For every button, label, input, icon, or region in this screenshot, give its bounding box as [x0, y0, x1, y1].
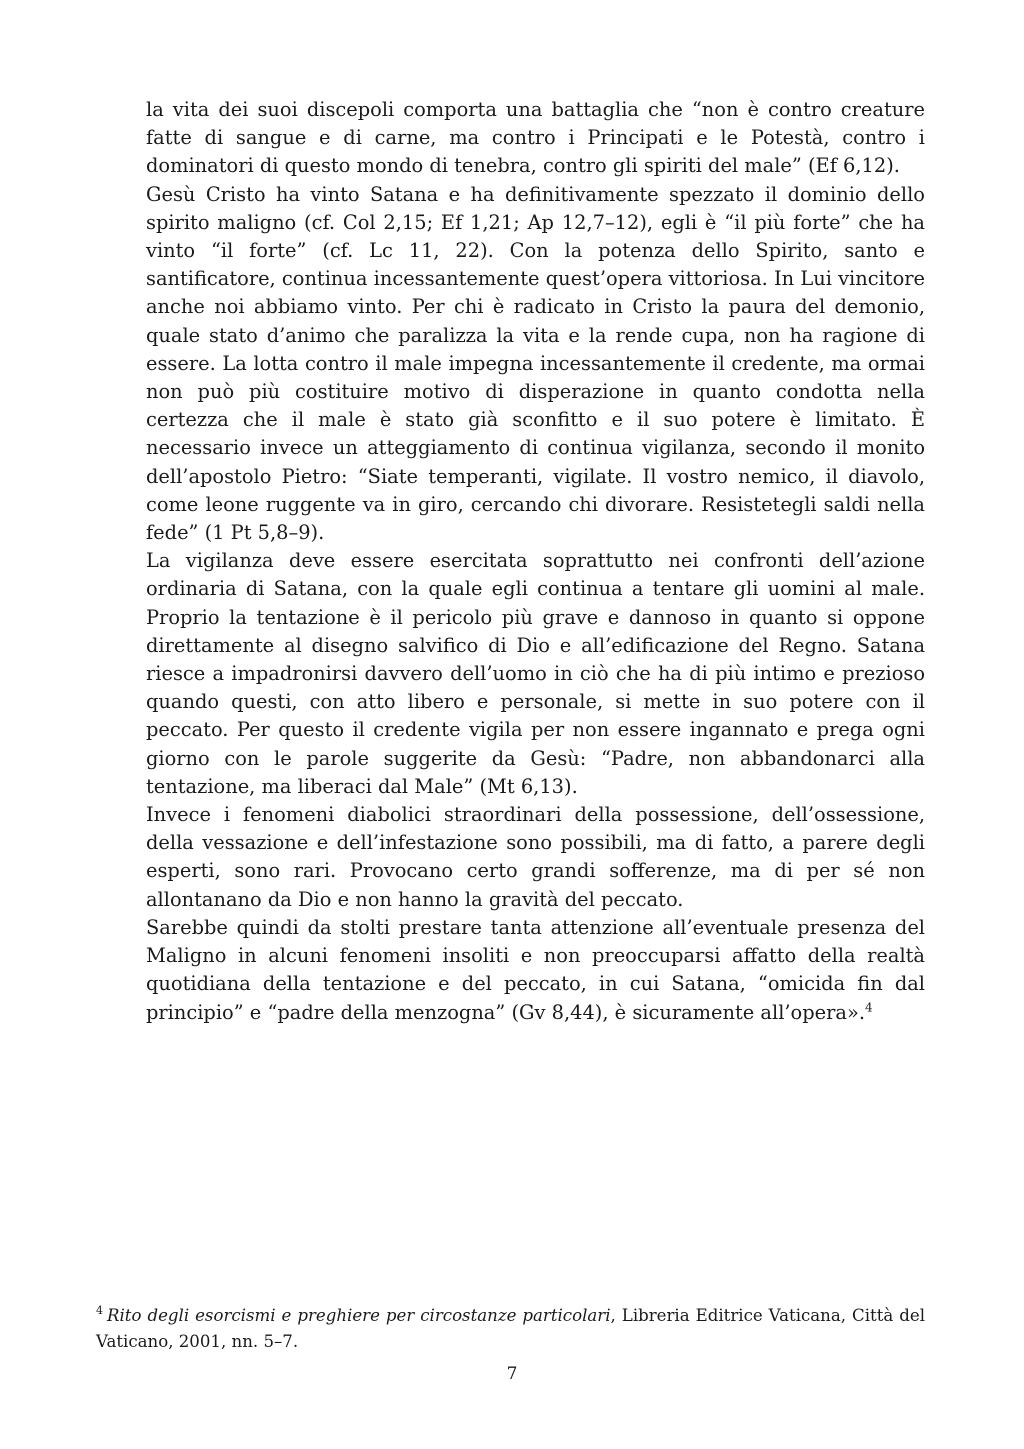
paragraph: Gesù Cristo ha vinto Satana e ha definitivamente spezzato il dominio dello spirito maligno (cf. Col 2,15; Ef 1,21; Ap 12,7–12), egli è “il più forte” che ha vinto “il forte” (cf. Lc 11, 22). Con la potenza dello Spirito, santo e santificatore, continua incessantemente quest’opera vittoriosa. In Lui vincitore anche noi abbiamo vinto. Per chi è radicato in Cristo la paura del demonio, quale stato d’animo che paralizza la vita e la rende cupa, non ha ragione di essere. La lotta contro il male impegna incessantemente il credente, ma ormai non può più costituire motivo di disperazione in quanto condotta nella certezza che il male è stato già sconfitto e il suo potere è limitato. È necessario invece un atteggiamento di continua vigilanza, secondo il monito dell’apostolo Pietro: “Siate temperanti, vigilate. Il vostro nemico, il diavolo, come leone ruggente va in giro, cercando chi divorare. Resistetegli saldi nella fede” (1 Pt 5,8–9). — [146, 182, 925, 545]
footnote-title: Rito degli esorcismi e preghiere per circostanze particolari — [107, 1306, 611, 1325]
footnote — [96, 1303, 925, 1355]
paragraph-text: Sarebbe quindi da stolti prestare tanta attenzione all’eventuale presenza del Maligno in alcuni fenomeni insoliti e non preoccuparsi affatto della realtà quotidiana della tentazione e del peccato, in cui Satana, “omicida fin dal principio” e “padre della menzogna” (Gv 8,44), è sicuramente all’opera». — [146, 915, 925, 1024]
body-text — [146, 96, 925, 1027]
paragraph: Invece i fenomeni diabolici straordinari della possessione, dell’ossessione, della vessazione e dell’infestazione sono possibili, ma di fatto, a parere degli esperti, sono rari. Provocano certo grandi sofferenze, ma di per sé non allontanano da Dio e non hanno la gravità del peccato. — [146, 803, 925, 911]
footnote-rest: , Libreria Editrice Vaticana, Città del Vaticano, 2001, nn. 5–7. — [96, 1306, 925, 1351]
footnote-reference[interactable]: 4 — [864, 1000, 873, 1015]
paragraph: la vita dei suoi discepoli comporta una battaglia che “non è contro creature fatte di sangue e di carne, ma contro i Principati e le Potestà, contro i dominatori di questo mondo di tenebra, contro gli spiriti del male” (Ef 6,12). — [146, 98, 925, 178]
footnote-number: 4 — [96, 1304, 103, 1318]
paragraph-last — [146, 914, 925, 1027]
page-number: 7 — [506, 1364, 518, 1384]
paragraph: La vigilanza deve essere esercitata soprattutto nei confronti dell’azione ordinaria di Satana, con la quale egli continua a tentare gli uomini al male. Proprio la tentazione è il pericolo più grave e dannoso in quanto si oppone direttamente al disegno salvifico di Dio e all’edificazione del Regno. Satana riesce a impadronirsi davvero dell’uomo in ciò che ha di più intimo e prezioso quando questi, con atto libero e personale, si mette in suo potere con il peccato. Per questo il credente vigila per non essere ingannato e prega ogni giorno con le parole suggerite da Gesù: “Padre, non abbandonarci alla tentazione, ma liberaci dal Male” (Mt 6,13). — [146, 549, 925, 798]
footnote-text — [96, 1303, 925, 1355]
